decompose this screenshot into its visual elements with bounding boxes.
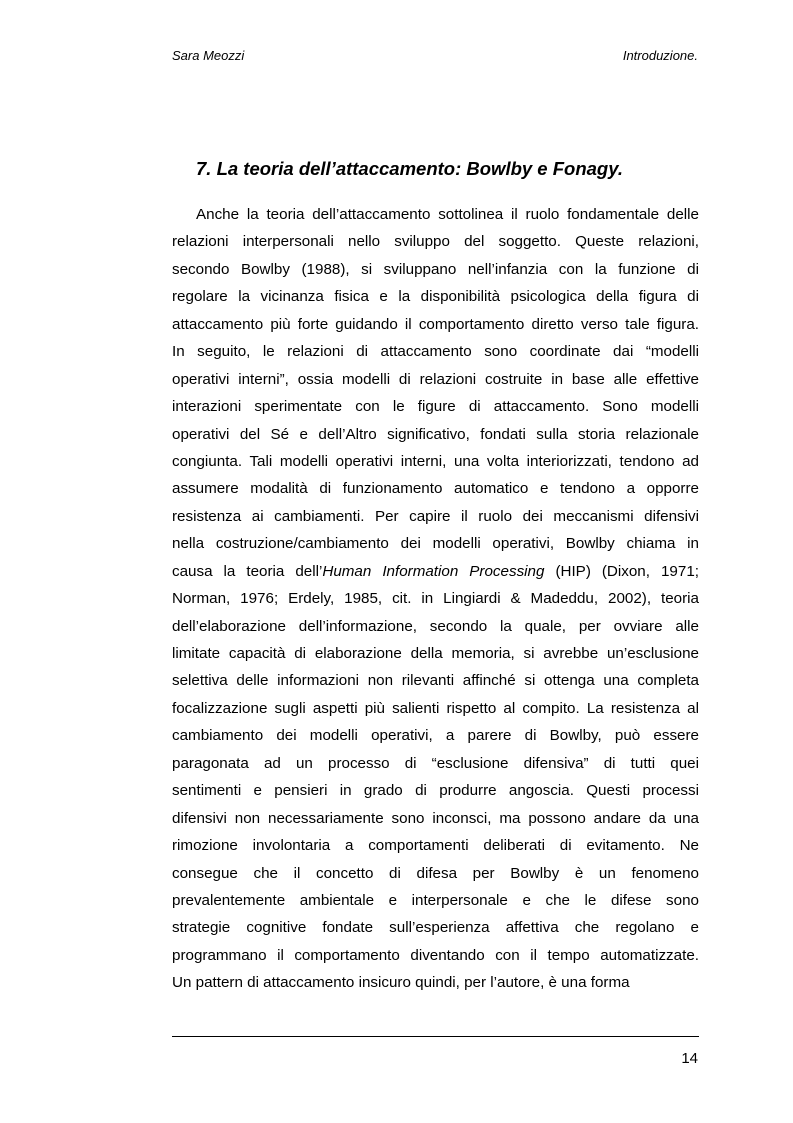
text-line: assumere modalità di funzionamento automatico e tendono a opporre xyxy=(172,480,699,498)
italic-term: Human Information Processing xyxy=(322,562,545,580)
text-line: dell’elaborazione dell’informazione, secondo la quale, per ovviare alle xyxy=(172,617,699,635)
text-line: regolare la vicinanza fisica e la disponibilità psicologica della figura di xyxy=(172,288,699,306)
text-line: secondo Bowlby (1988), si sviluppano nell’infanzia con la funzione di xyxy=(172,260,699,278)
text-line: attaccamento più forte guidando il comportamento diretto verso tale figura. xyxy=(172,315,699,333)
text-line: paragonata ad un processo di “esclusione difensiva” di tutti quei xyxy=(172,754,699,772)
text-line: resistenza ai cambiamenti. Per capire il ruolo dei meccanismi difensivi xyxy=(172,507,699,525)
page-number: 14 xyxy=(681,1050,698,1067)
text-line: programmano il comportamento diventando con il tempo automatizzate. xyxy=(172,946,699,964)
text-line-hip xyxy=(172,558,699,585)
text-line: nella costruzione/cambiamento dei modelli operativi, Bowlby chiama in xyxy=(172,535,699,553)
text-line: selettiva delle informazioni non rilevanti affinché si ottenga una completa xyxy=(172,672,699,690)
section-title: 7. La teoria dell’attaccamento: Bowlby e Fonagy. xyxy=(196,158,623,179)
text-line: congiunta. Tali modelli operativi interni, una volta interiorizzati, tendono ad xyxy=(172,452,699,470)
text-line: operativi del Sé e dell’Altro significativo, fondati sulla storia relazionale xyxy=(172,425,699,443)
text-line: In seguito, le relazioni di attaccamento sono coordinate dai “modelli xyxy=(172,343,699,361)
text-line: interazioni sperimentate con le figure di attaccamento. Sono modelli xyxy=(172,398,699,416)
text-line: focalizzazione sugli aspetti più salienti rispetto al compito. La resistenza al xyxy=(172,699,699,717)
footer-rule xyxy=(172,1036,699,1037)
body-paragraph xyxy=(172,201,699,997)
text-segment: (HIP) (Dixon, 1971; xyxy=(544,562,699,580)
text-line: Un pattern di attaccamento insicuro quindi, per l’autore, è una forma xyxy=(172,974,630,992)
text-line: prevalentemente ambientale e interpersonale e che le difese sono xyxy=(172,891,699,909)
text-line: difensivi non necessariamente sono inconsci, ma possono andare da una xyxy=(172,809,699,827)
text-line: cambiamento dei modelli operativi, a parere di Bowlby, può essere xyxy=(172,727,699,745)
text-line: sentimenti e pensieri in grado di produrre angoscia. Questi processi xyxy=(172,782,699,800)
text-line: limitate capacità di elaborazione della memoria, si avrebbe un’esclusione xyxy=(172,645,699,662)
text-segment: causa la teoria dell’ xyxy=(172,562,323,580)
text-line: operativi interni”, ossia modelli di relazioni costruite in base alle effettive xyxy=(172,370,699,388)
text-line: rimozione involontaria a comportamenti deliberati di evitamento. Ne xyxy=(172,837,699,855)
text-line: strategie cognitive fondate sull’esperienza affettiva che regolano e xyxy=(172,919,699,937)
text-line: Anche la teoria dell’attaccamento sottolinea il ruolo fondamentale delle xyxy=(196,206,699,223)
running-header-author: Sara Meozzi xyxy=(172,48,245,63)
text-line: consegue che il concetto di difesa per Bowlby è un fenomeno xyxy=(172,864,699,882)
text-line: Norman, 1976; Erdely, 1985, cit. in Lingiardi & Madeddu, 2002), teoria xyxy=(172,590,699,608)
running-header-chapter: Introduzione. xyxy=(622,48,698,63)
text-line: relazioni interpersonali nello sviluppo del soggetto. Queste relazioni, xyxy=(172,233,699,251)
